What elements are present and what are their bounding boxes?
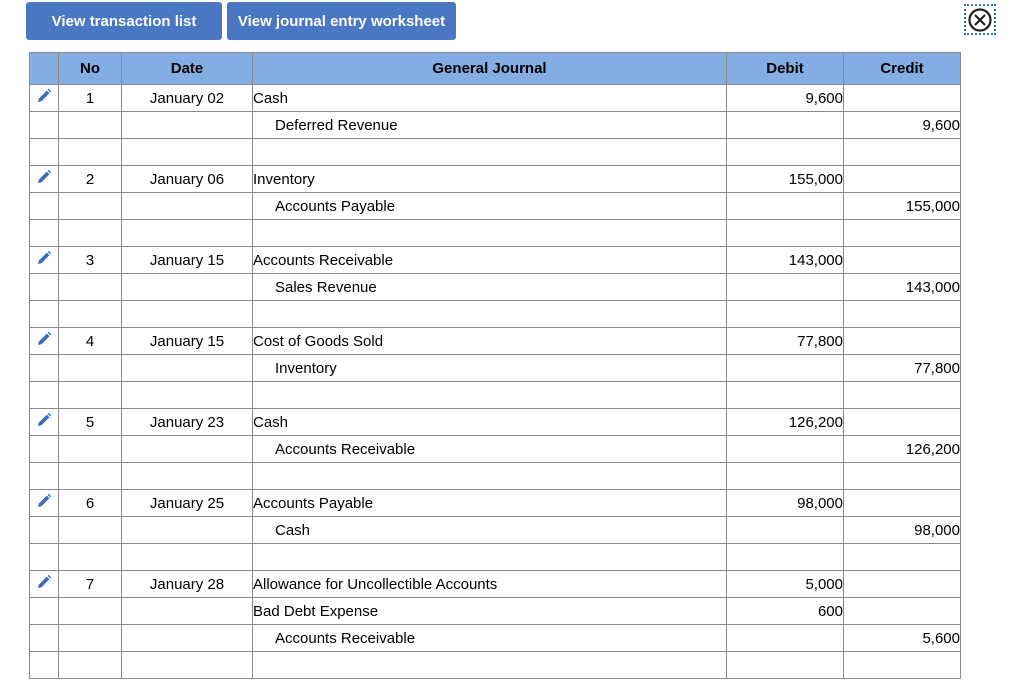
entry-date-empty — [122, 355, 253, 382]
edit-cell-empty — [30, 274, 59, 301]
pencil-icon — [35, 573, 53, 595]
entry-date: January 28 — [122, 571, 253, 598]
edit-cell-empty — [30, 355, 59, 382]
blank-cell — [727, 382, 844, 409]
entry-number-empty — [59, 517, 122, 544]
close-button[interactable] — [964, 4, 996, 35]
credit-amount — [844, 328, 961, 355]
blank-cell — [844, 463, 961, 490]
blank-cell — [253, 652, 727, 679]
entry-date: January 25 — [122, 490, 253, 517]
blank-cell — [844, 139, 961, 166]
account-name: Deferred Revenue — [253, 112, 727, 139]
debit-amount — [727, 625, 844, 652]
edit-entry-button[interactable] — [30, 490, 59, 517]
blank-cell — [122, 463, 253, 490]
blank-cell — [30, 139, 59, 166]
entry-date-empty — [122, 274, 253, 301]
table-header-row — [30, 53, 961, 85]
blank-cell — [727, 463, 844, 490]
blank-cell — [844, 220, 961, 247]
blank-cell — [122, 220, 253, 247]
credit-amount: 143,000 — [844, 274, 961, 301]
general-journal-table — [29, 52, 961, 679]
entry-date-empty — [122, 436, 253, 463]
table-row — [30, 247, 961, 274]
entry-number: 4 — [59, 328, 122, 355]
credit-amount: 5,600 — [844, 625, 961, 652]
credit-amount — [844, 85, 961, 112]
blank-cell — [59, 463, 122, 490]
entry-number: 3 — [59, 247, 122, 274]
edit-cell-empty — [30, 193, 59, 220]
table-row — [30, 166, 961, 193]
blank-cell — [59, 652, 122, 679]
credit-amount — [844, 247, 961, 274]
entry-number-empty — [59, 112, 122, 139]
blank-cell — [253, 220, 727, 247]
debit-amount: 77,800 — [727, 328, 844, 355]
account-name: Cash — [253, 517, 727, 544]
entry-number-empty — [59, 355, 122, 382]
blank-row — [30, 544, 961, 571]
blank-cell — [844, 382, 961, 409]
blank-cell — [59, 220, 122, 247]
edit-cell-empty — [30, 625, 59, 652]
table-row — [30, 571, 961, 598]
pencil-icon — [35, 492, 53, 514]
account-name: Accounts Payable — [253, 193, 727, 220]
table-row — [30, 598, 961, 625]
account-name: Allowance for Uncollectible Accounts — [253, 571, 727, 598]
account-name: Cost of Goods Sold — [253, 328, 727, 355]
blank-cell — [253, 382, 727, 409]
close-circle-icon — [967, 7, 993, 33]
date-column-header: Date — [122, 53, 253, 85]
account-name: Inventory — [253, 166, 727, 193]
view-journal-entry-worksheet-button[interactable]: View journal entry worksheet — [227, 2, 456, 40]
blank-cell — [122, 301, 253, 328]
blank-cell — [253, 463, 727, 490]
table-row — [30, 274, 961, 301]
entry-date-empty — [122, 517, 253, 544]
edit-cell-empty — [30, 112, 59, 139]
blank-cell — [122, 652, 253, 679]
table-row — [30, 436, 961, 463]
account-name: Accounts Receivable — [253, 625, 727, 652]
blank-cell — [122, 382, 253, 409]
credit-amount: 155,000 — [844, 193, 961, 220]
blank-cell — [30, 301, 59, 328]
table-row — [30, 625, 961, 652]
debit-amount: 9,600 — [727, 85, 844, 112]
credit-amount: 126,200 — [844, 436, 961, 463]
blank-cell — [30, 463, 59, 490]
debit-amount — [727, 274, 844, 301]
table-row — [30, 490, 961, 517]
blank-cell — [122, 139, 253, 166]
entry-number: 5 — [59, 409, 122, 436]
blank-cell — [844, 301, 961, 328]
account-name: Accounts Payable — [253, 490, 727, 517]
blank-cell — [30, 382, 59, 409]
credit-amount: 77,800 — [844, 355, 961, 382]
edit-cell-empty — [30, 517, 59, 544]
table-row — [30, 328, 961, 355]
edit-cell-empty — [30, 598, 59, 625]
entry-number-empty — [59, 625, 122, 652]
edit-entry-button[interactable] — [30, 409, 59, 436]
blank-cell — [253, 301, 727, 328]
debit-amount — [727, 517, 844, 544]
blank-cell — [844, 652, 961, 679]
account-name: Cash — [253, 409, 727, 436]
debit-amount — [727, 193, 844, 220]
entry-date: January 15 — [122, 328, 253, 355]
entry-number-empty — [59, 436, 122, 463]
blank-cell — [727, 544, 844, 571]
general-journal-column-header: General Journal — [253, 53, 727, 85]
account-name: Sales Revenue — [253, 274, 727, 301]
entry-number-empty — [59, 193, 122, 220]
entry-date: January 15 — [122, 247, 253, 274]
entry-date-empty — [122, 193, 253, 220]
blank-row — [30, 301, 961, 328]
debit-amount — [727, 355, 844, 382]
debit-amount — [727, 112, 844, 139]
debit-amount: 600 — [727, 598, 844, 625]
entry-number-empty — [59, 274, 122, 301]
blank-row — [30, 139, 961, 166]
pencil-icon — [35, 87, 53, 109]
pencil-icon — [35, 411, 53, 433]
blank-cell — [253, 139, 727, 166]
debit-amount: 98,000 — [727, 490, 844, 517]
blank-cell — [727, 652, 844, 679]
edit-cell-empty — [30, 436, 59, 463]
blank-cell — [727, 301, 844, 328]
blank-cell — [59, 139, 122, 166]
debit-column-header: Debit — [727, 53, 844, 85]
pencil-icon — [35, 249, 53, 271]
table-row — [30, 517, 961, 544]
debit-amount: 143,000 — [727, 247, 844, 274]
debit-amount — [727, 436, 844, 463]
edit-entry-button[interactable] — [30, 166, 59, 193]
edit-entry-button[interactable] — [30, 328, 59, 355]
debit-amount: 126,200 — [727, 409, 844, 436]
account-name: Accounts Receivable — [253, 247, 727, 274]
blank-cell — [59, 382, 122, 409]
blank-row — [30, 463, 961, 490]
blank-cell — [30, 652, 59, 679]
entry-date-empty — [122, 112, 253, 139]
blank-cell — [59, 544, 122, 571]
blank-cell — [727, 220, 844, 247]
debit-amount: 155,000 — [727, 166, 844, 193]
view-transaction-list-button[interactable]: View transaction list — [26, 2, 222, 40]
entry-date-empty — [122, 625, 253, 652]
table-row — [30, 355, 961, 382]
no-column-header: No — [59, 53, 122, 85]
entry-number: 6 — [59, 490, 122, 517]
blank-cell — [122, 544, 253, 571]
table-row — [30, 409, 961, 436]
blank-cell — [30, 220, 59, 247]
pencil-icon — [35, 168, 53, 190]
entry-number-empty — [59, 598, 122, 625]
credit-amount — [844, 571, 961, 598]
blank-row — [30, 652, 961, 679]
credit-amount — [844, 490, 961, 517]
blank-cell — [59, 301, 122, 328]
entry-date: January 06 — [122, 166, 253, 193]
account-name: Accounts Receivable — [253, 436, 727, 463]
entry-number: 1 — [59, 85, 122, 112]
edit-entry-button[interactable] — [30, 85, 59, 112]
credit-amount: 9,600 — [844, 112, 961, 139]
blank-cell — [844, 544, 961, 571]
blank-row — [30, 382, 961, 409]
blank-row — [30, 220, 961, 247]
edit-column-header — [30, 53, 59, 85]
credit-amount — [844, 166, 961, 193]
account-name: Cash — [253, 85, 727, 112]
account-name: Bad Debt Expense — [253, 598, 727, 625]
entry-date: January 23 — [122, 409, 253, 436]
blank-cell — [30, 544, 59, 571]
entry-date: January 02 — [122, 85, 253, 112]
table-row — [30, 112, 961, 139]
account-name: Inventory — [253, 355, 727, 382]
credit-amount — [844, 409, 961, 436]
table-row — [30, 193, 961, 220]
debit-amount: 5,000 — [727, 571, 844, 598]
edit-entry-button[interactable] — [30, 247, 59, 274]
entry-number: 2 — [59, 166, 122, 193]
blank-cell — [727, 139, 844, 166]
edit-entry-button[interactable] — [30, 571, 59, 598]
pencil-icon — [35, 330, 53, 352]
table-row — [30, 85, 961, 112]
blank-cell — [253, 544, 727, 571]
credit-amount — [844, 598, 961, 625]
entry-date-empty — [122, 598, 253, 625]
entry-number: 7 — [59, 571, 122, 598]
credit-amount: 98,000 — [844, 517, 961, 544]
credit-column-header: Credit — [844, 53, 961, 85]
